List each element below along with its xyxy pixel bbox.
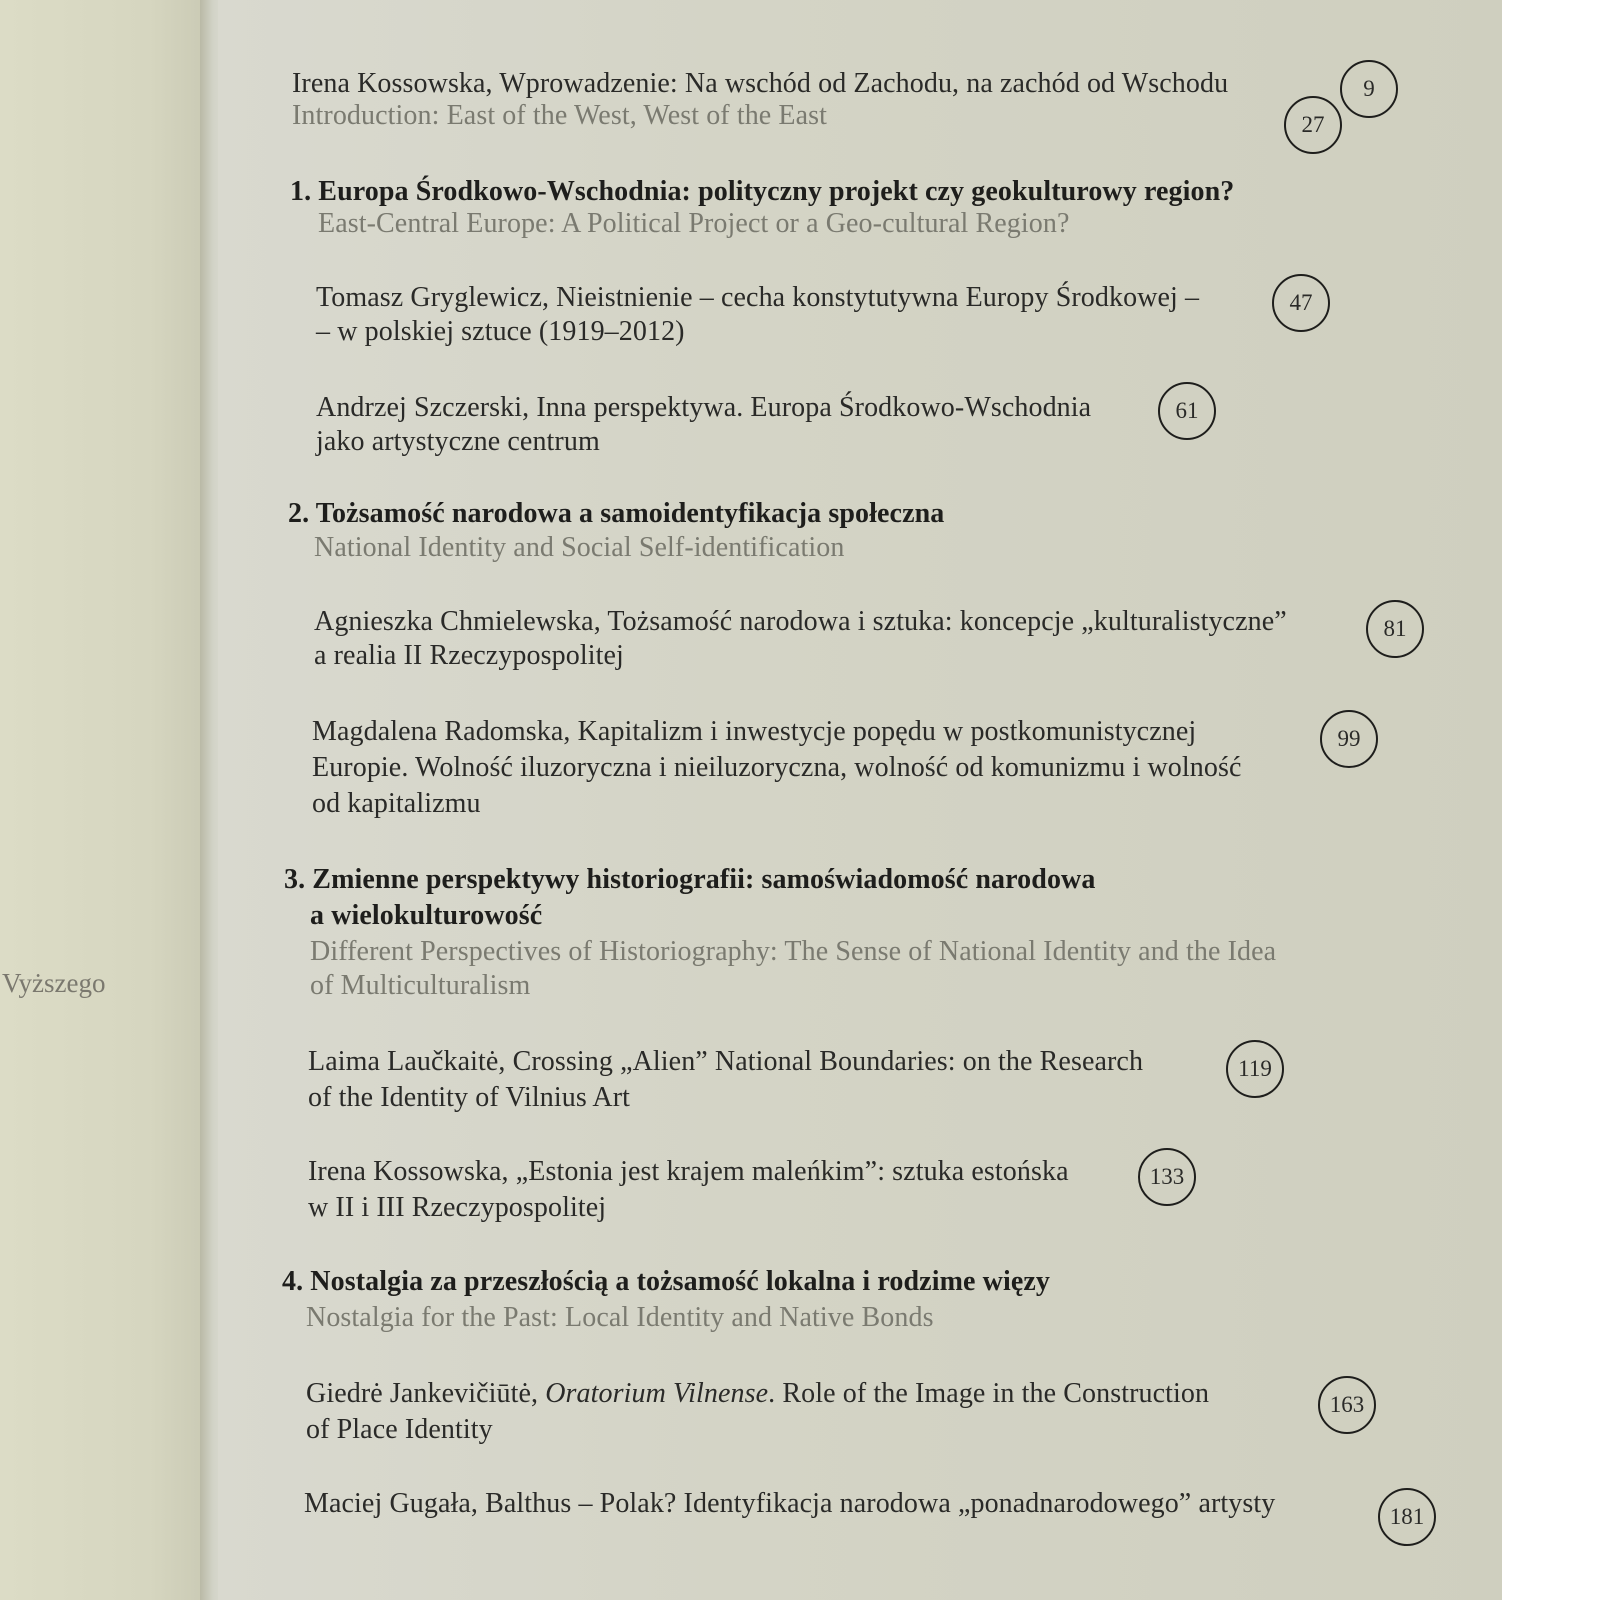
entry-kossowska-line1: Irena Kossowska, „Estonia jest krajem maleńkim”: sztuka estońska (308, 1156, 1069, 1187)
section-3-subtitle-line2: of Multiculturalism (310, 970, 531, 1001)
page-number-181: 181 (1378, 1488, 1436, 1546)
entry-jankeviciute-italic-title: Oratorium Vilnense (545, 1378, 769, 1409)
section-3-subtitle-line1: Different Perspectives of Historiography: The Sense of National Identity and the Idea (310, 936, 1277, 967)
page-number-133: 133 (1138, 1148, 1196, 1206)
entry-radomska-line2: Europie. Wolność iluzoryczna i nieiluzoryczna, wolność od komunizmu i wolność (312, 752, 1242, 783)
entry-gugala-line1: Maciej Gugała, Balthus – Polak? Identyfikacja narodowa „ponadnarodowego” artysty (304, 1488, 1276, 1519)
page-number-47: 47 (1272, 274, 1330, 332)
entry-lauckaite-line1: Laima Laučkaitė, Crossing „Alien” National Boundaries: on the Research (308, 1046, 1144, 1077)
entry-kossowska-line2: w II i III Rzeczypospolitej (308, 1192, 607, 1223)
section-1-subtitle: East-Central Europe: A Political Project or a Geo-cultural Region? (318, 208, 1070, 239)
page-number-intro-en: 27 (1284, 96, 1342, 154)
section-3-title-line1: 3. Zmienne perspektywy historiografii: samoświadomość narodowa (284, 864, 1096, 895)
page-edge-background (1502, 0, 1600, 1600)
section-2-subtitle: National Identity and Social Self-identification (314, 532, 845, 563)
entry-chmielewska-line2: a realia II Rzeczypospolitej (314, 640, 624, 671)
section-2-title: 2. Tożsamość narodowa a samoidentyfikacja społeczna (288, 498, 945, 529)
entry-radomska-line1: Magdalena Radomska, Kapitalizm i inwestycje popędu w postkomunistycznej (312, 716, 1197, 747)
page-number-61: 61 (1158, 382, 1216, 440)
entry-jankeviciute-line2: of Place Identity (306, 1414, 493, 1445)
entry-gryglewicz-line2: – w polskiej sztuce (1919–2012) (316, 316, 685, 347)
entry-chmielewska-line1: Agnieszka Chmielewska, Tożsamość narodowa i sztuka: koncepcje „kulturalistyczne” (314, 606, 1287, 637)
left-page (0, 0, 212, 1600)
entry-radomska-line3: od kapitalizmu (312, 788, 481, 819)
page-number-81: 81 (1366, 600, 1424, 658)
page-number-99: 99 (1320, 710, 1378, 768)
page-number-intro-pl: 9 (1340, 60, 1398, 118)
section-3-title-line2: a wielokulturowość (310, 900, 543, 931)
section-1-title: 1. Europa Środkowo-Wschodnia: polityczny projekt czy geokulturowy region? (290, 176, 1235, 207)
entry-gryglewicz-line1: Tomasz Gryglewicz, Nieistnienie – cecha konstytutywna Europy Środkowej – (316, 282, 1200, 313)
page-number-163: 163 (1318, 1376, 1376, 1434)
entry-jankeviciute-author: Giedrė Jankevičiūtė, (306, 1378, 546, 1409)
section-4-subtitle: Nostalgia for the Past: Local Identity and Native Bonds (306, 1302, 934, 1333)
intro-title-pl: Irena Kossowska, Wprowadzenie: Na wschód od Zachodu, na zachód od Wschodu (292, 68, 1229, 99)
entry-szczerski-line1: Andrzej Szczerski, Inna perspektywa. Europa Środkowo-Wschodnia (316, 392, 1092, 423)
entry-szczerski-line2: jako artystyczne centrum (316, 426, 600, 457)
entry-lauckaite-line2: of the Identity of Vilnius Art (308, 1082, 630, 1113)
left-page-text-fragment: Vyższego (2, 968, 106, 998)
section-4-title: 4. Nostalgia za przeszłością a tożsamość lokalna i rodzime więzy (282, 1266, 1050, 1297)
entry-jankeviciute-line1 (306, 1378, 1209, 1410)
intro-title-en: Introduction: East of the West, West of the East (292, 100, 828, 131)
entry-jankeviciute-title-rest: . Role of the Image in the Construction (768, 1378, 1210, 1409)
page-number-119: 119 (1226, 1040, 1284, 1098)
